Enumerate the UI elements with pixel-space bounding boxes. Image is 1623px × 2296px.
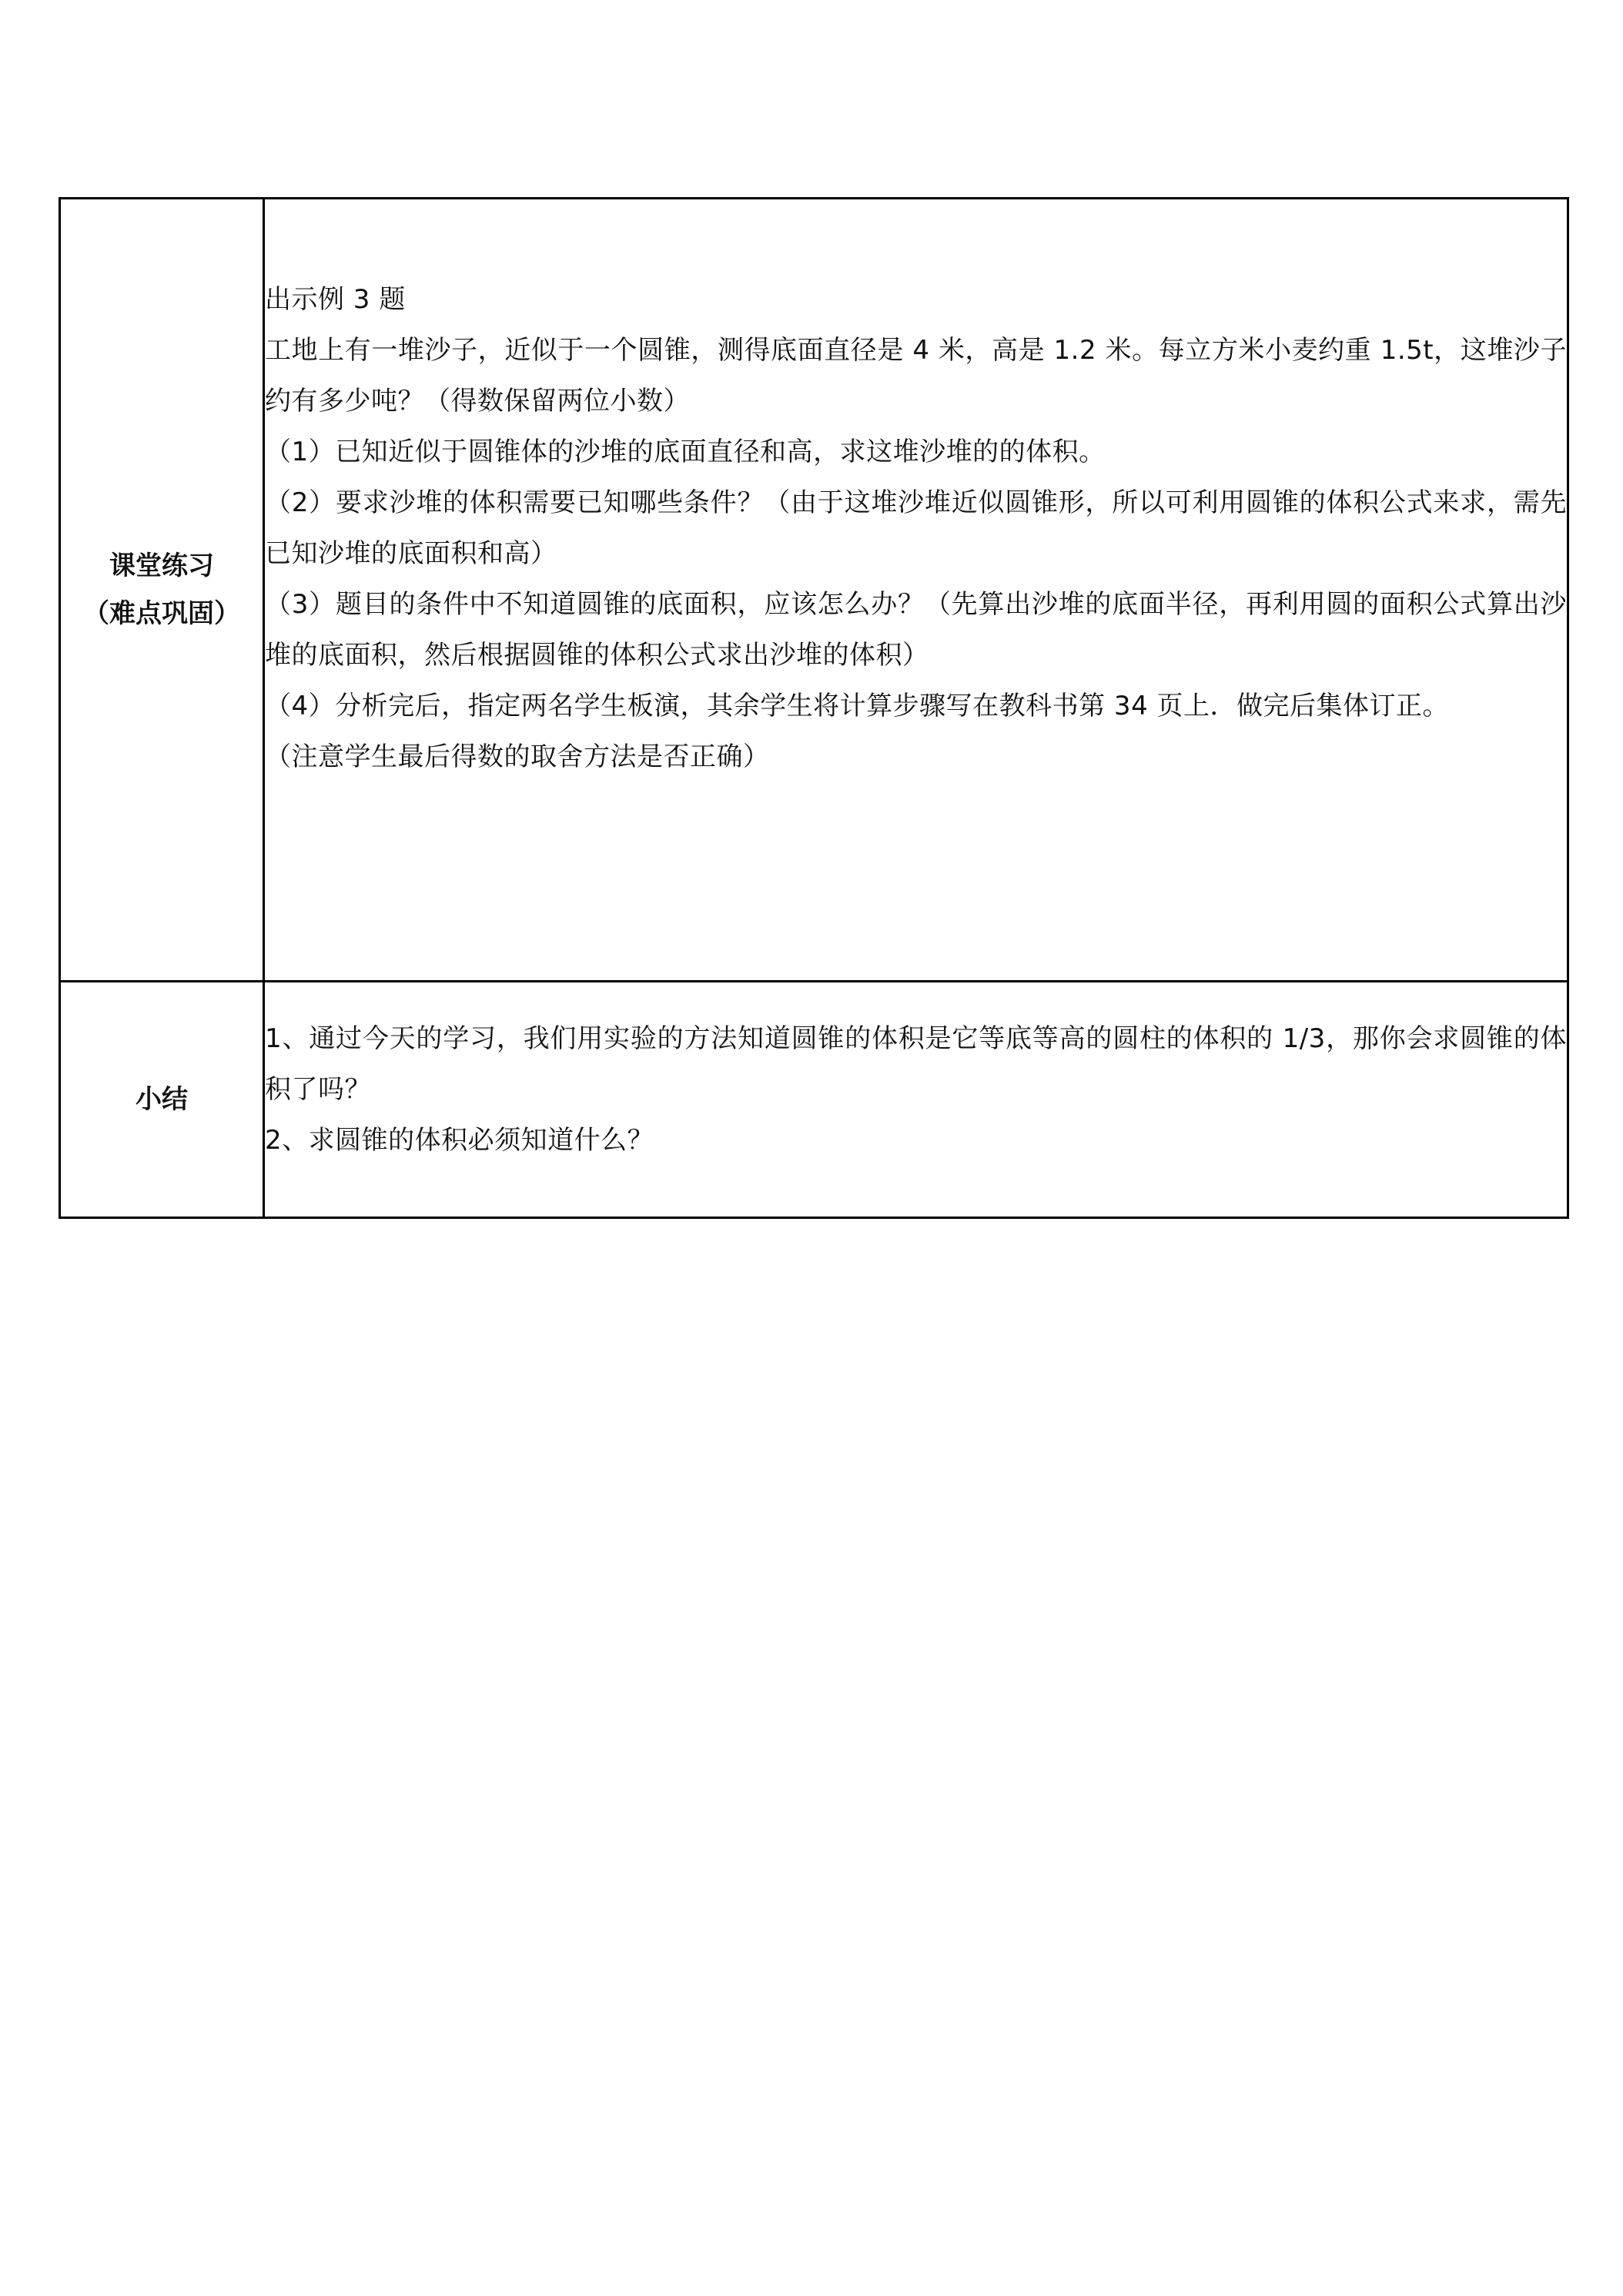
row-label-title: 小结 xyxy=(136,1084,188,1115)
row-content-cell xyxy=(264,982,1568,1218)
step-1: （1）已知近似于圆锥体的沙堆的底面直径和高，求这堆沙堆的的体积。 xyxy=(265,437,1106,467)
step-4: （4）分析完后，指定两名学生板演，其余学生将计算步骤写在教科书第 34 页上．做完后集体订正。 xyxy=(265,691,1450,721)
row-content-cell xyxy=(264,199,1568,982)
step-3: （3）题目的条件中不知道圆锥的底面积，应该怎么办？（先算出沙堆的底面半径，再利用圆的面积公式算出沙堆的底面积，然后根据圆锥的体积公式求出沙堆的体积） xyxy=(265,589,1567,671)
row-label-subtitle: （难点巩固） xyxy=(83,598,240,629)
problem-statement: 工地上有一堆沙子，近似于一个圆锥，测得底面直径是 4 米，高是 1.2 米。每立方米小麦约重 1.5t，这堆沙子约有多少吨？（得数保留两位小数） xyxy=(265,335,1567,417)
summary-item-1: 1、通过今天的学习，我们用实验的方法知道圆锥的体积是它等底等高的圆柱的体积的 1/3，那你会求圆锥的体积了吗？ xyxy=(265,1023,1567,1105)
table-row-summary xyxy=(60,982,1568,1218)
row-label-cell xyxy=(60,199,264,982)
lesson-plan-table xyxy=(59,197,1569,1219)
row-label-cell xyxy=(60,982,264,1218)
table-row-classroom-practice xyxy=(60,199,1568,982)
example-heading: 出示例 3 题 xyxy=(265,284,406,315)
note: （注意学生最后得数的取舍方法是否正确） xyxy=(265,741,770,772)
step-2: （2）要求沙堆的体积需要已知哪些条件？（由于这堆沙堆近似圆锥形，所以可利用圆锥的体积公式来求，需先已知沙堆的底面积和高） xyxy=(265,487,1567,569)
row-label-title: 课堂练习 xyxy=(109,551,214,581)
summary-item-2: 2、求圆锥的体积必须知道什么？ xyxy=(265,1125,654,1156)
